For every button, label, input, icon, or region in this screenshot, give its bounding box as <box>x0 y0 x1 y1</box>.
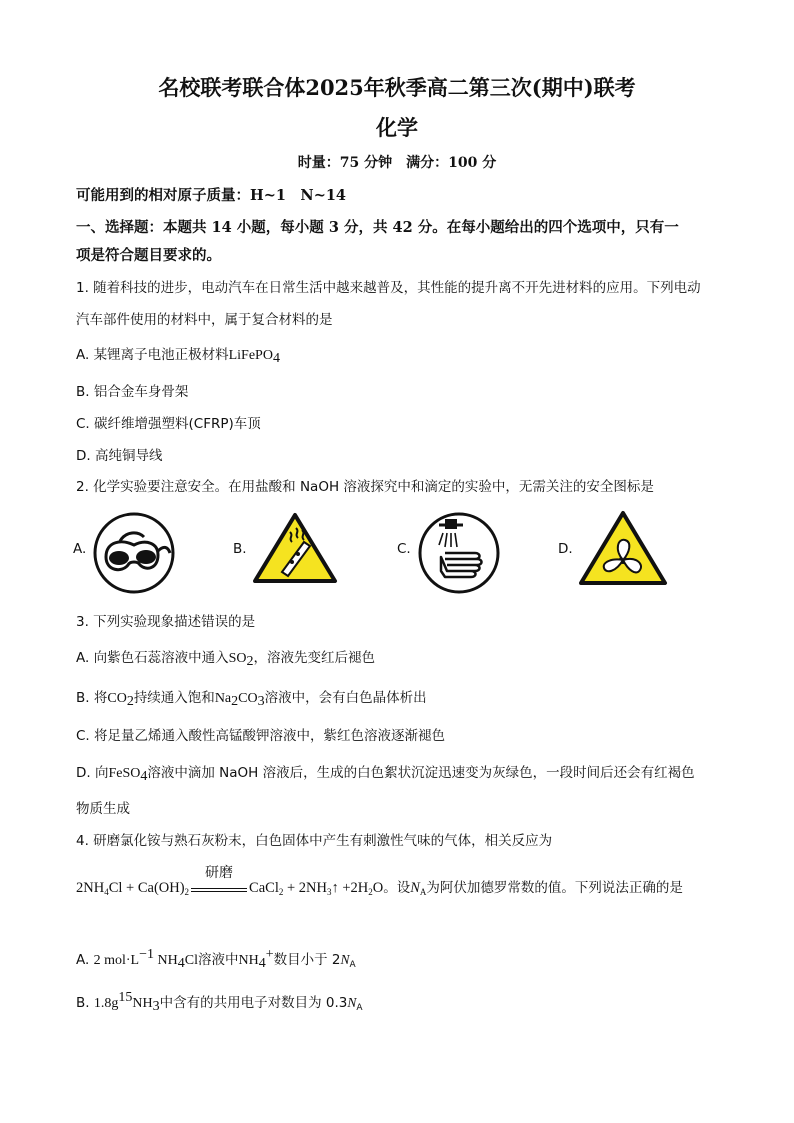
q4-a-chem-sub: 4 <box>177 956 185 971</box>
q4-a-chem: NH <box>154 953 178 968</box>
q2-label-a: A. <box>73 541 87 557</box>
q3-b-sub2a: 2 <box>231 694 239 709</box>
eq-left-1-sub: 4 <box>104 887 109 897</box>
eq-left-2: Cl + Ca(OH) <box>108 880 185 896</box>
q4-stem: 4. 研磨氯化铵与熟石灰粉末，白色固体中产生有刺激性气味的气体，相关反应为 <box>76 833 553 849</box>
q3-a-post: ，溶液先变红后褪色 <box>253 650 375 666</box>
eq-condition: 研磨 <box>205 865 234 881</box>
q1-a-chem: LiFePO <box>228 348 273 363</box>
eq-left-1: 2NH <box>76 880 105 896</box>
eq-right-3: ↑ +2H <box>331 880 369 896</box>
eq-condition-arrow <box>191 865 247 892</box>
q3-b-chem2a: Na <box>214 691 232 706</box>
q1-a-sub: 4 <box>272 351 280 366</box>
q1-option-c: C. 碳纤维增强塑料(CFRP)车顶 <box>76 416 261 432</box>
q3-option-b <box>76 686 427 710</box>
q3-d-pre: D. 向 <box>76 765 109 781</box>
eq-right-3-sub: 2 <box>368 887 373 897</box>
eq-tail-post: 为阿伏加德罗常数的值。下列说法正确的是 <box>426 880 683 896</box>
eq-tail-pre: 。设 <box>383 880 411 896</box>
q2-label-b: B. <box>233 541 247 557</box>
q3-b-pre: B. 将 <box>76 690 108 706</box>
q4-option-b <box>76 990 363 1015</box>
eq-right-1: CaCl <box>249 880 279 896</box>
q4-a-mid: 溶液中 <box>197 952 239 968</box>
goggles-icon <box>92 511 176 595</box>
q1-option-a <box>76 343 280 367</box>
hand-wash-icon <box>417 511 501 595</box>
q4-a-na: N <box>340 952 350 967</box>
q4-b-chem: NH <box>132 996 153 1011</box>
q3-a-sub: 2 <box>246 654 254 669</box>
q1-option-d: D. 高纯铜导线 <box>76 448 163 464</box>
q4-b-mass: 1.8g <box>93 996 119 1011</box>
q3-d-sub: 4 <box>140 769 148 784</box>
q1-a-text: A. 某锂离子电池正极材料 <box>76 347 229 363</box>
q3-b-post: 溶液中，会有白色晶体析出 <box>264 690 427 706</box>
q1-stem-line2: 汽车部件使用的材料中，属于复合材料的是 <box>76 312 333 328</box>
q4-b-sup: 15 <box>118 990 133 1005</box>
eq-right-1-sub: 2 <box>278 887 284 897</box>
q3-b-sub1: 2 <box>126 694 134 709</box>
q4-b-post: 中含有的共用电子对数目为 0.3 <box>159 995 348 1011</box>
q4-option-a <box>76 947 356 972</box>
q2-label-c: C. <box>397 541 411 557</box>
q3-a-chem: SO <box>228 651 247 666</box>
q3-stem: 3. 下列实验现象描述错误的是 <box>76 614 256 630</box>
q1-stem-line1: 1. 随着科技的进步，电动汽车在日常生活中越来越普及，其性能的提升离不开先进材料的应用。下列电动 <box>76 280 701 296</box>
q3-d-chem: FeSO <box>108 766 141 781</box>
q4-a-conc: 2 mol·L <box>93 953 140 968</box>
q3-option-d <box>76 761 695 785</box>
subject-title: 化学 <box>376 115 418 140</box>
eq-right-2: + 2NH <box>283 880 327 896</box>
q4-a-na-sub: A <box>349 960 356 970</box>
q3-b-chem1: CO <box>107 691 127 706</box>
q4-a-ion-sub: 4 <box>258 956 266 971</box>
q2-label-d: D. <box>558 541 573 557</box>
eq-left-2-sub: 2 <box>184 887 190 897</box>
eq-right-2-sub: 3 <box>326 887 332 897</box>
q3-b-sub2b: 3 <box>257 694 265 709</box>
exam-meta: 时量：75 分钟 满分：100 分 <box>297 155 497 171</box>
q4-a-pre: A. <box>76 952 90 968</box>
q4-a-post: 数目小于 2 <box>273 952 341 968</box>
q4-b-pre: B. <box>76 995 90 1011</box>
eq-tail-na-sub: A <box>419 887 427 897</box>
q4-a-chem2: Cl <box>184 953 198 968</box>
q3-option-c: C. 将足量乙烯通入酸性高锰酸钾溶液中，紫红色溶液逐渐褪色 <box>76 728 446 744</box>
q3-b-chem2b: CO <box>238 691 258 706</box>
q4-equation <box>76 865 683 897</box>
hot-surface-icon <box>252 512 338 584</box>
q4-a-ion: NH <box>238 953 259 968</box>
atomic-masses: 可能用到的相对原子质量：H~1 N~14 <box>76 187 347 204</box>
q4-b-na-sub: A <box>356 1003 363 1013</box>
q3-option-d-line2: 物质生成 <box>76 801 130 817</box>
section1-line2: 项是符合题目要求的。 <box>76 247 221 264</box>
eq-right-4: O <box>372 880 384 896</box>
q3-b-mid: 持续通入饱和 <box>133 690 215 706</box>
ventilation-fan-icon <box>578 510 668 586</box>
q4-b-na: N <box>347 995 357 1010</box>
q2-stem: 2. 化学实验要注意安全。在用盐酸和 NaOH 溶液探究中和滴定的实验中，无需关注的安全图标是 <box>76 479 654 495</box>
q4-a-ion-sup: + <box>265 947 274 962</box>
q4-a-sup: −1 <box>139 947 154 962</box>
q3-option-a <box>76 646 375 670</box>
q3-a-pre: A. 向紫色石蕊溶液中通入 <box>76 650 229 666</box>
exam-title: 名校联考联合体2025年秋季高二第三次(期中)联考 <box>158 75 636 100</box>
eq-tail-na: N <box>410 880 420 896</box>
q3-d-post: 溶液中滴加 NaOH 溶液后，生成的白色絮状沉淀迅速变为灰绿色，一段时间后还会有红褐色 <box>147 765 695 781</box>
section1-line1: 一、选择题：本题共 14 小题，每小题 3 分，共 42 分。在每小题给出的四个选项中，只有一 <box>76 219 679 236</box>
q4-b-chem-sub: 3 <box>152 999 160 1014</box>
q1-option-b: B. 铝合金车身骨架 <box>76 384 189 400</box>
